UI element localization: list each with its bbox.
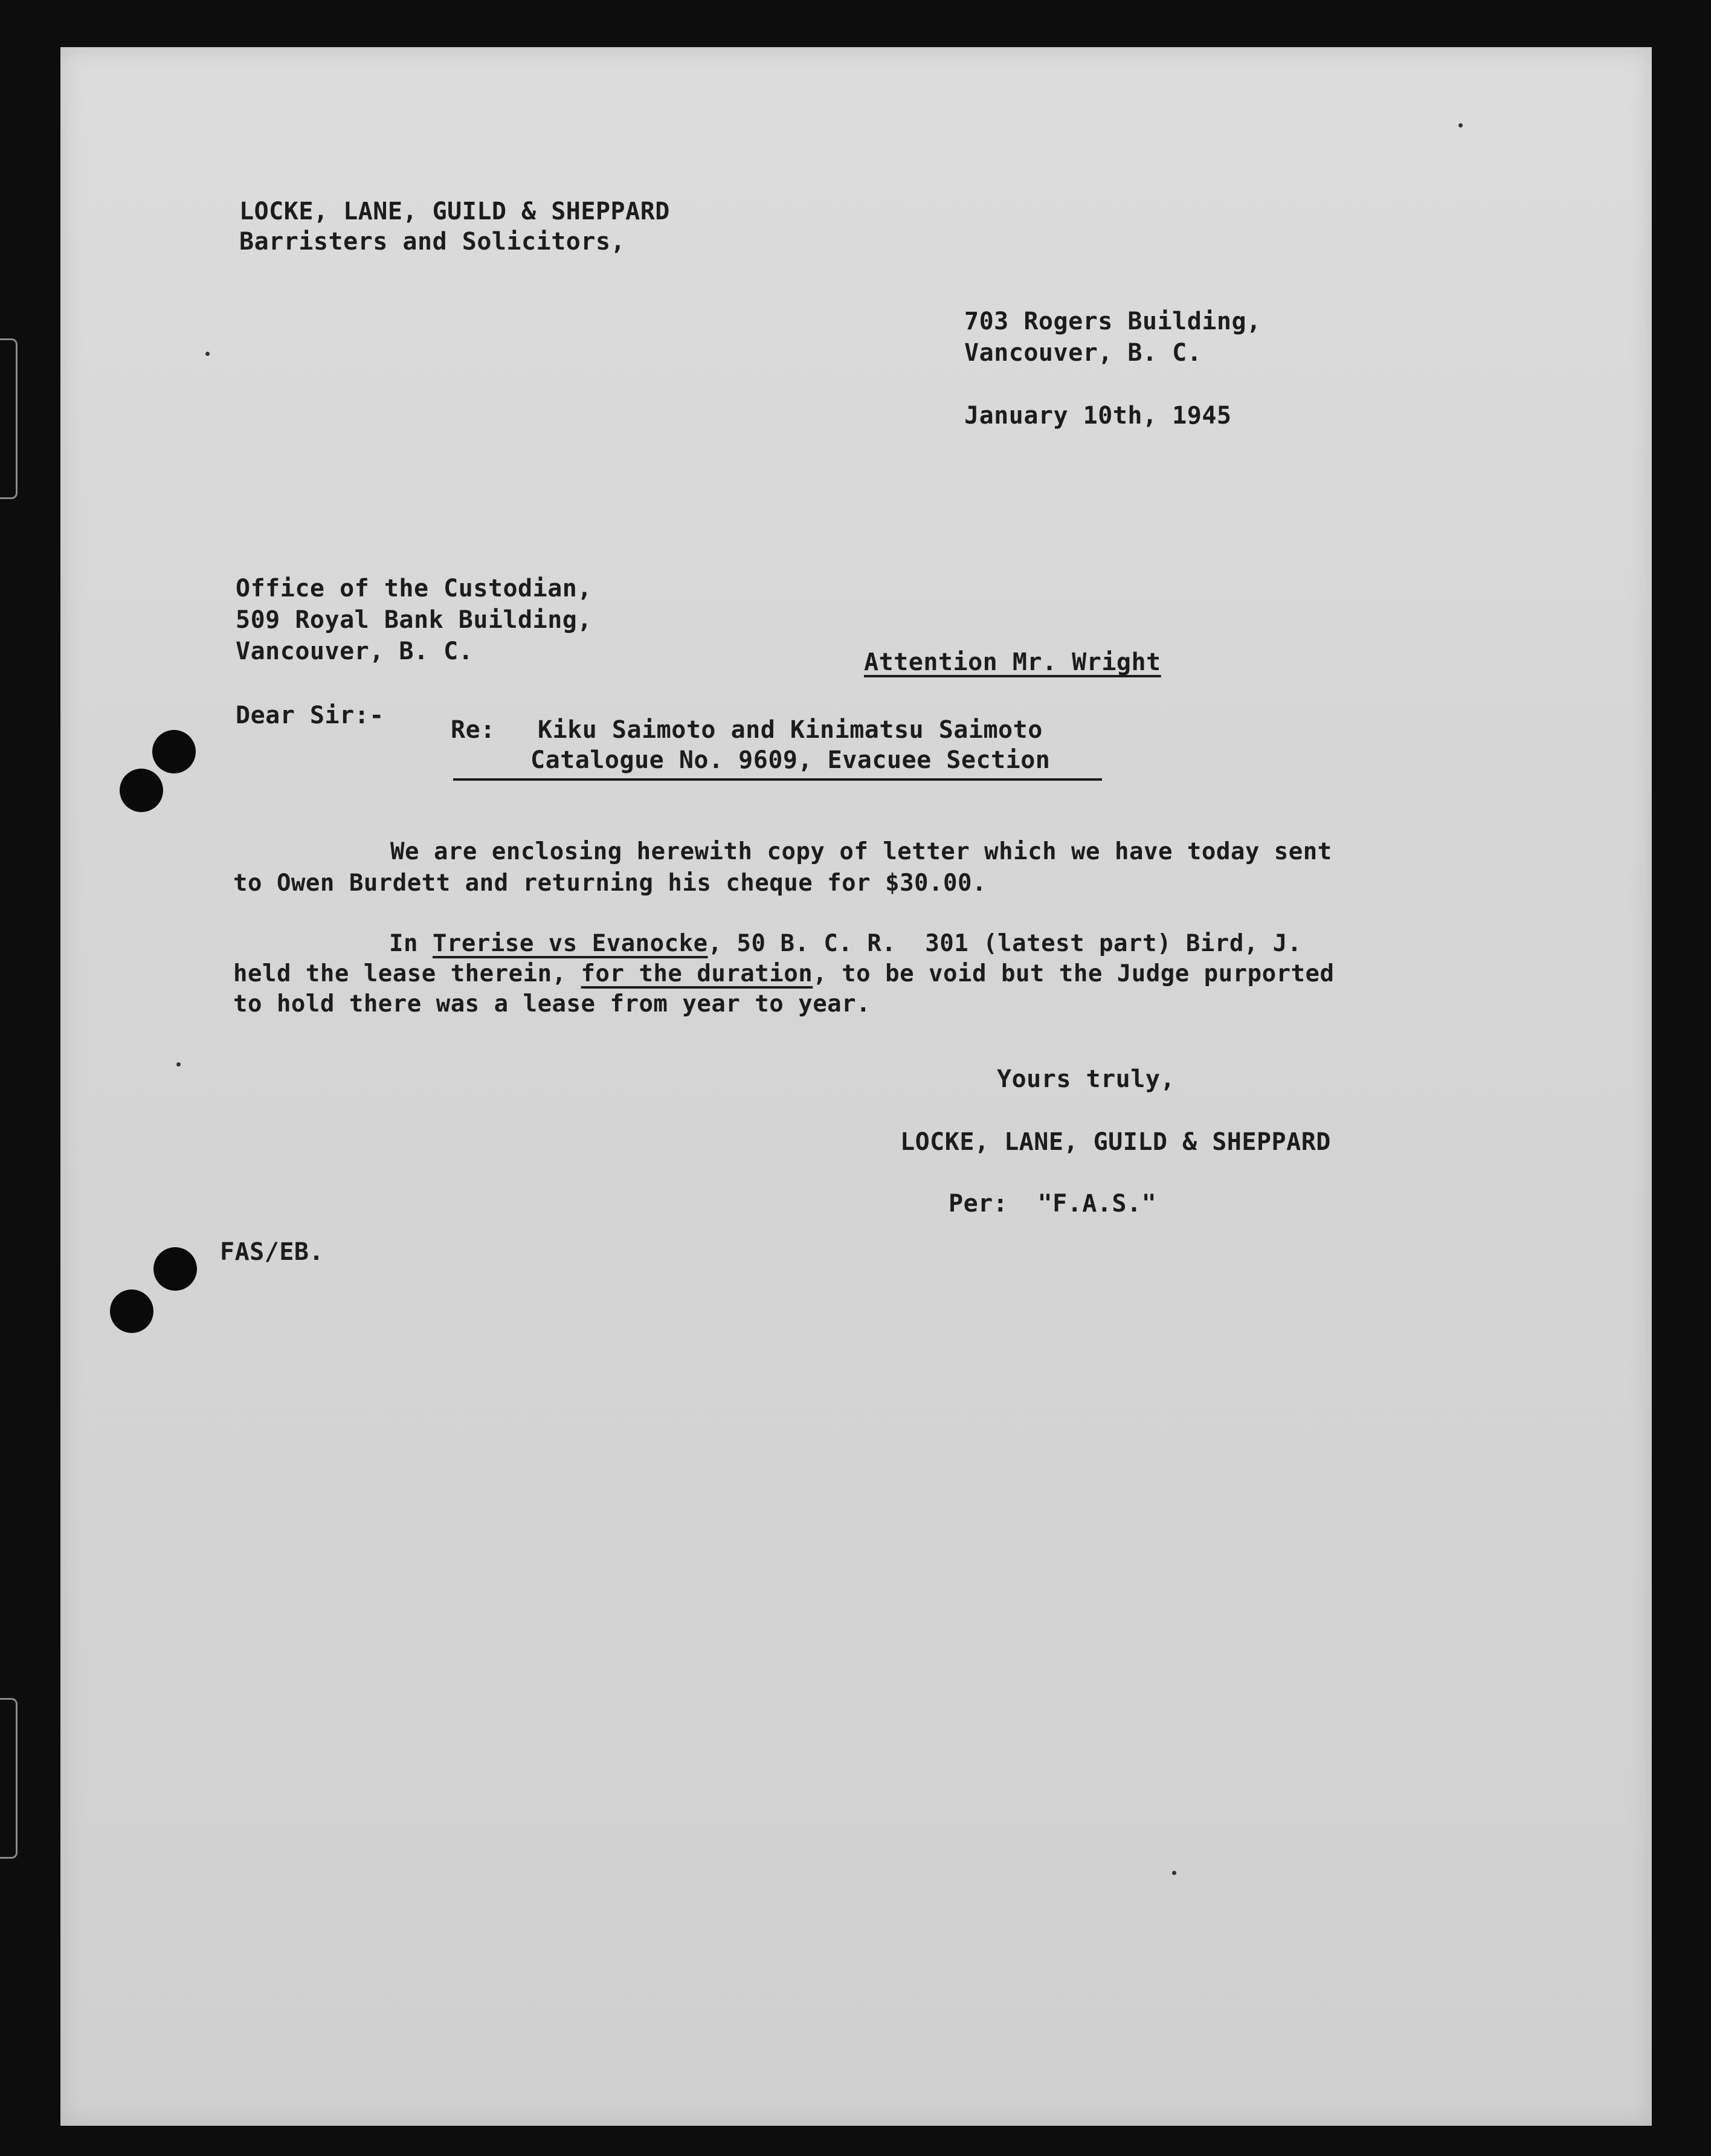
salutation: Dear Sir:- xyxy=(236,702,384,729)
body-paragraph-2-line-3: to hold there was a lease from year to year. xyxy=(233,990,871,1018)
subject-prefix: Re: xyxy=(451,716,495,744)
lease-term: for the duration xyxy=(581,960,813,987)
body-paragraph-1-line-2: to Owen Burdett and returning his cheque for $30.00. xyxy=(233,870,987,897)
paragraph-2-line-2-rest: , to be void but the Judge purported xyxy=(813,960,1335,987)
paper-speck xyxy=(1172,1871,1176,1875)
punch-hole xyxy=(120,769,163,812)
letterhead-firm-name: LOCKE, LANE, GUILD & SHEPPARD xyxy=(239,198,670,225)
recipient-line-3: Vancouver, B. C. xyxy=(236,637,474,665)
subject-underline xyxy=(453,778,1102,781)
paper-speck xyxy=(1458,123,1463,127)
punch-hole xyxy=(152,730,196,773)
punch-hole xyxy=(153,1247,197,1291)
subject-line-1: Kiku Saimoto and Kinimatsu Saimoto xyxy=(538,716,1043,744)
letter-page xyxy=(60,47,1652,2126)
paper-speck xyxy=(176,1062,181,1067)
case-name: Trerise vs Evanocke xyxy=(432,930,708,957)
recipient-line-1: Office of the Custodian, xyxy=(236,575,592,602)
body-paragraph-2-line-2 xyxy=(233,962,1335,986)
body-paragraph-2-line-1 xyxy=(389,932,1302,955)
paragraph-2-line-2-start: held the lease therein, xyxy=(233,960,567,987)
left-edge-clip-upper xyxy=(0,338,18,499)
reference-initials: FAS/EB. xyxy=(220,1238,324,1266)
letterhead-descriptor: Barristers and Solicitors, xyxy=(239,228,626,256)
signature-firm-name: LOCKE, LANE, GUILD & SHEPPARD xyxy=(900,1128,1331,1156)
recipient-line-2: 509 Royal Bank Building, xyxy=(236,606,592,634)
body-paragraph-1-line-1: We are enclosing herewith copy of letter which we have today sent xyxy=(390,838,1332,865)
paper-speck xyxy=(205,352,210,356)
closing-valediction: Yours truly, xyxy=(997,1065,1175,1093)
paragraph-2-intro: In xyxy=(389,930,418,957)
punch-hole xyxy=(110,1289,153,1333)
subject-line-2: Catalogue No. 9609, Evacuee Section xyxy=(530,746,1051,774)
sender-address-line-1: 703 Rogers Building, xyxy=(964,308,1262,335)
attention-line: Attention Mr. Wright xyxy=(864,648,1161,676)
signature-per-initials: Per: "F.A.S." xyxy=(949,1190,1157,1218)
left-edge-clip-lower xyxy=(0,1698,18,1859)
case-citation: , 50 B. C. R. 301 (latest part) Bird, J. xyxy=(707,930,1302,957)
sender-address-line-2: Vancouver, B. C. xyxy=(964,339,1202,367)
letter-date: January 10th, 1945 xyxy=(964,402,1232,430)
